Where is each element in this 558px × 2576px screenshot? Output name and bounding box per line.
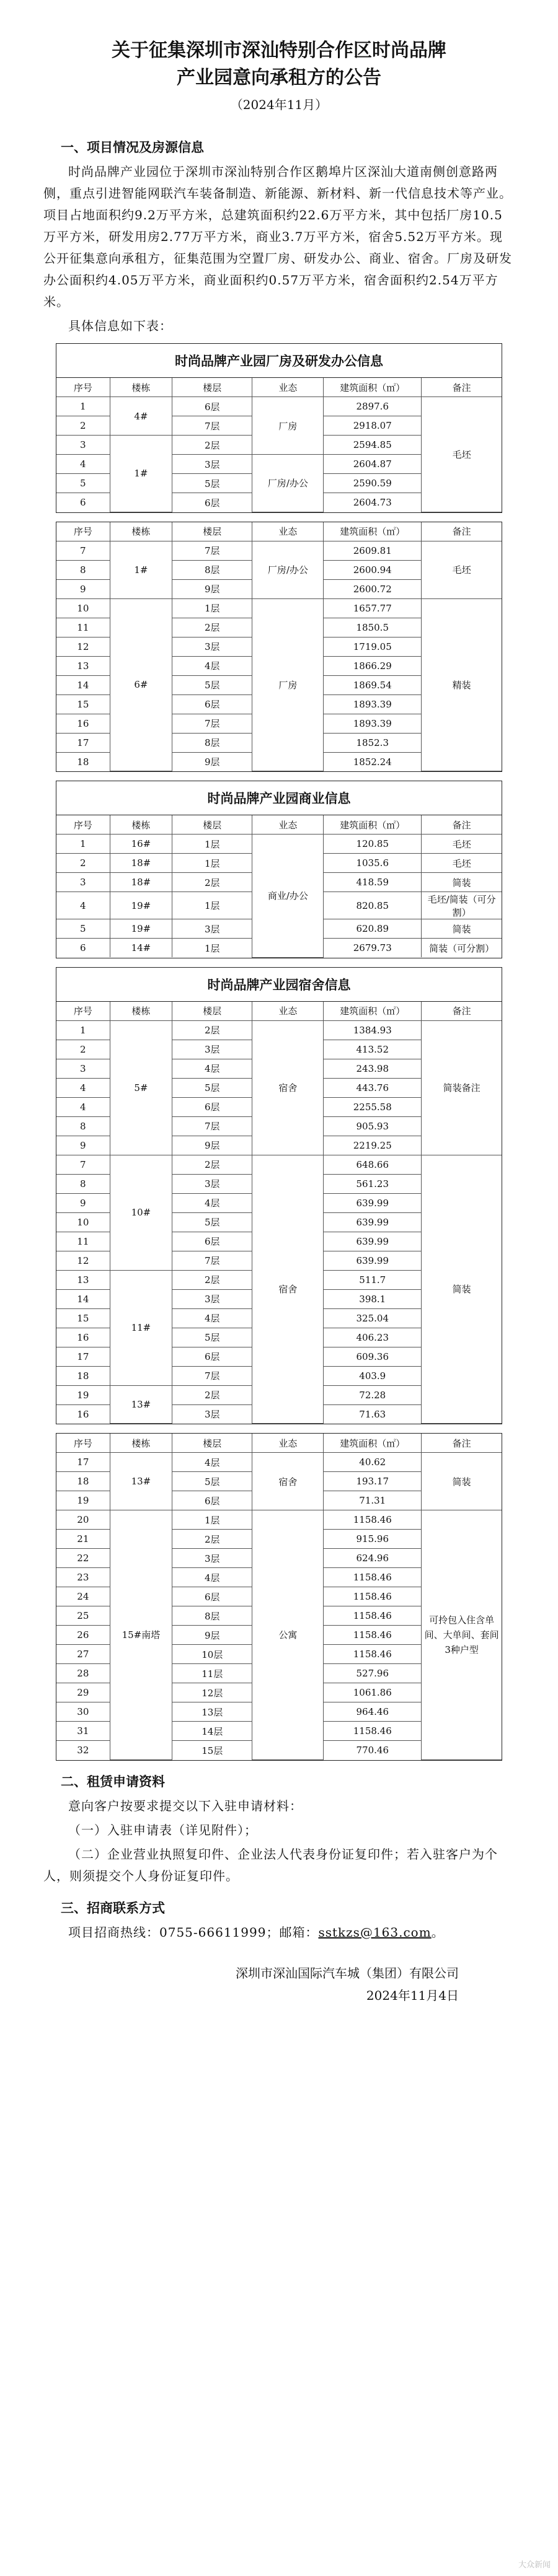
table-header-row [56, 1002, 502, 1021]
cell: 14 [56, 675, 110, 694]
cell: 4层 [172, 1308, 252, 1328]
factory-office-table-part-a [56, 378, 502, 512]
cell: 厂房/办公 [252, 455, 324, 512]
table-row [56, 1155, 502, 1174]
cell: 5 [56, 474, 110, 493]
cell: 13# [110, 1385, 172, 1424]
cell: 15层 [172, 1741, 252, 1760]
cell: 1层 [172, 835, 252, 854]
cell: 13# [110, 1453, 172, 1510]
cell: 2 [56, 416, 110, 436]
cell: 5# [110, 1020, 172, 1155]
cell: 2609.81 [324, 541, 422, 560]
cell: 2600.72 [324, 579, 422, 598]
cell: 1# [110, 436, 172, 512]
cell: 6 [56, 939, 110, 958]
cell: 18 [56, 1366, 110, 1385]
cell: 2层 [172, 436, 252, 455]
cell: 毛坯 [422, 541, 502, 598]
cell: 3层 [172, 919, 252, 939]
cell: 厂房 [252, 397, 324, 455]
cell: 12 [56, 1251, 110, 1270]
cell: 1 [56, 1020, 110, 1040]
cell: 2679.73 [324, 939, 422, 958]
cell: 4 [56, 1097, 110, 1116]
cell: 4 [56, 1078, 110, 1097]
dormitory-table-continued [56, 1433, 502, 1761]
header-cell: 楼栋 [110, 522, 172, 541]
contact-hotline: 项目招商热线：0755-66611999；邮箱： [68, 1924, 319, 1940]
cell: 6 [56, 493, 110, 512]
cell: 2层 [172, 1155, 252, 1174]
section-2-item-2: （二）企业营业执照复印件、企业法人代表身份证复印件；若入驻客户为个人，则须提交个人身份证复印件。 [43, 1846, 498, 1883]
cell: 19 [56, 1385, 110, 1404]
cell: 11 [56, 1232, 110, 1251]
cell: 1852.3 [324, 733, 422, 752]
header-cell: 业态 [252, 815, 324, 835]
cell: 1158.46 [324, 1510, 422, 1530]
cell: 1657.77 [324, 598, 422, 618]
cell: 19# [110, 919, 172, 939]
cell: 2层 [172, 873, 252, 892]
cell: 9 [56, 1136, 110, 1155]
cell: 1层 [172, 892, 252, 919]
factory-office-table-part-b [56, 522, 502, 772]
cell: 413.52 [324, 1040, 422, 1059]
table-header-row [56, 522, 502, 541]
cell: 71.31 [324, 1491, 422, 1510]
date-subtitle: （2024年11月） [230, 97, 328, 112]
cell: 简装 [422, 1155, 502, 1424]
cell: 16 [56, 714, 110, 733]
header-cell: 序号 [56, 1434, 110, 1453]
table-row [56, 835, 502, 854]
cell: 2594.85 [324, 436, 422, 455]
header-cell: 楼栋 [110, 1002, 172, 1021]
cell: 10层 [172, 1645, 252, 1664]
cell: 3 [56, 873, 110, 892]
header-cell: 业态 [252, 1002, 324, 1021]
cell: 厂房 [252, 598, 324, 771]
cell: 1850.5 [324, 618, 422, 637]
header-cell: 楼栋 [110, 378, 172, 397]
header-cell: 楼层 [172, 1434, 252, 1453]
cell: 6层 [172, 1347, 252, 1366]
contact-suffix: 。 [431, 1924, 445, 1940]
cell: 4 [56, 892, 110, 919]
cell: 简装 [422, 919, 502, 939]
cell: 22 [56, 1549, 110, 1568]
cell: 商业/办公 [252, 835, 324, 958]
cell: 8 [56, 1174, 110, 1193]
cell: 10 [56, 1212, 110, 1232]
header-cell: 建筑面积（㎡） [324, 522, 422, 541]
cell: 1158.46 [324, 1568, 422, 1587]
cell: 29 [56, 1683, 110, 1702]
header-cell: 序号 [56, 815, 110, 835]
cell: 8 [56, 560, 110, 579]
header-cell: 建筑面积（㎡） [324, 378, 422, 397]
cell: 14层 [172, 1722, 252, 1741]
cell: 2590.59 [324, 474, 422, 493]
section-3-contact [43, 1922, 515, 1943]
apartment-table-body [56, 1434, 502, 1760]
cell: 18# [110, 873, 172, 892]
cell: 2层 [172, 618, 252, 637]
cell: 3层 [172, 1549, 252, 1568]
cell: 13层 [172, 1702, 252, 1722]
cell: 2层 [172, 1530, 252, 1549]
cell: 6层 [172, 1491, 252, 1510]
cell: 639.99 [324, 1212, 422, 1232]
cell: 1719.05 [324, 637, 422, 656]
cell: 4层 [172, 1568, 252, 1587]
cell: 5层 [172, 1078, 252, 1097]
cell: 1869.54 [324, 675, 422, 694]
dormitory-table-body [56, 1002, 502, 1424]
header-cell: 建筑面积（㎡） [324, 815, 422, 835]
cell: 26 [56, 1626, 110, 1645]
cell: 6层 [172, 397, 252, 416]
table-row [56, 598, 502, 618]
factory-office-table-continued [56, 522, 502, 773]
cell: 8 [56, 1116, 110, 1136]
header-cell: 备注 [422, 1434, 502, 1453]
cell: 1158.46 [324, 1722, 422, 1741]
header-cell: 楼层 [172, 1002, 252, 1021]
cell: 19# [110, 892, 172, 919]
cell: 2600.94 [324, 560, 422, 579]
cell: 6层 [172, 1232, 252, 1251]
cell: 527.96 [324, 1664, 422, 1683]
cell: 3层 [172, 1404, 252, 1424]
cell: 可拎包入住含单间、大单间、套间3种户型 [422, 1510, 502, 1760]
cell: 418.59 [324, 873, 422, 892]
header-cell: 楼层 [172, 815, 252, 835]
cell: 16 [56, 1328, 110, 1347]
cell: 11 [56, 618, 110, 637]
cell: 21 [56, 1530, 110, 1549]
cell: 243.98 [324, 1059, 422, 1078]
table-row [56, 1510, 502, 1530]
cell: 4层 [172, 1059, 252, 1078]
cell: 9层 [172, 1626, 252, 1645]
cell: 16 [56, 1404, 110, 1424]
cell: 9 [56, 1193, 110, 1212]
header-cell: 备注 [422, 815, 502, 835]
cell: 71.63 [324, 1404, 422, 1424]
cell: 1852.24 [324, 752, 422, 771]
cell: 5层 [172, 1212, 252, 1232]
cell: 3层 [172, 1174, 252, 1193]
section-1-heading: 一、项目情况及房源信息 [61, 139, 204, 155]
cell: 193.17 [324, 1472, 422, 1491]
cell: 3层 [172, 455, 252, 474]
page-title [43, 37, 515, 91]
cell: 23 [56, 1568, 110, 1587]
cell: 770.46 [324, 1741, 422, 1760]
cell: 7 [56, 541, 110, 560]
cell: 1# [110, 541, 172, 598]
table-intro: 具体信息如下表： [68, 318, 172, 333]
factory-office-table-title: 时尚品牌产业园厂房及研发办公信息 [56, 344, 502, 378]
cell: 2604.73 [324, 493, 422, 512]
cell: 8层 [172, 733, 252, 752]
header-cell: 建筑面积（㎡） [324, 1002, 422, 1021]
cell: 19 [56, 1491, 110, 1510]
cell: 3层 [172, 637, 252, 656]
cell: 609.36 [324, 1347, 422, 1366]
cell: 24 [56, 1587, 110, 1606]
cell: 简装 [422, 873, 502, 892]
cell: 15#南塔 [110, 1510, 172, 1760]
commercial-table-title: 时尚品牌产业园商业信息 [56, 781, 502, 815]
cell: 20 [56, 1510, 110, 1530]
cell: 15 [56, 1308, 110, 1328]
header-cell: 业态 [252, 378, 324, 397]
cell: 325.04 [324, 1308, 422, 1328]
cell: 639.99 [324, 1232, 422, 1251]
cell: 简装备注 [422, 1020, 502, 1155]
cell: 1158.46 [324, 1626, 422, 1645]
cell: 6层 [172, 1097, 252, 1116]
cell: 公寓 [252, 1510, 324, 1760]
cell: 905.93 [324, 1116, 422, 1136]
table-row [56, 541, 502, 560]
cell: 1层 [172, 1510, 252, 1530]
table-row [56, 1020, 502, 1040]
cell: 964.46 [324, 1702, 422, 1722]
section-1-paragraph: 时尚品牌产业园位于深圳市深汕特别合作区鹅埠片区深汕大道南侧创意路两侧，重点引进智能网联汽车装备制造、新能源、新材料、新一代信息技术等产业。项目占地面积约9.2万平方米，总建筑面积约22.6万平方米，其中包括厂房10.5万平方米，研发用房2.77万平方米，商业3.7万平方米，宿舍5.52万平方米。现公开征集意向承租方，征集范围为空置厂房、研发办公、商业、宿舍。厂房及研发办公面积约4.05万平方米，商业面积约0.57万平方米，宿舍面积约2.54万平方米。 [43, 164, 512, 309]
cell: 6层 [172, 1587, 252, 1606]
cell: 3层 [172, 1289, 252, 1308]
table-header-row [56, 378, 502, 397]
cell: 宿舍 [252, 1453, 324, 1510]
cell: 4# [110, 397, 172, 436]
cell: 7层 [172, 1116, 252, 1136]
cell: 1层 [172, 598, 252, 618]
watermark: 大众新闻 [518, 2561, 551, 2570]
footer-organization: 深圳市深汕国际汽车城（集团）有限公司 [236, 1965, 459, 1981]
cell: 厂房/办公 [252, 541, 324, 598]
cell: 2层 [172, 1270, 252, 1289]
cell: 27 [56, 1645, 110, 1664]
cell: 403.9 [324, 1366, 422, 1385]
cell: 13 [56, 656, 110, 675]
cell: 915.96 [324, 1530, 422, 1549]
cell: 406.23 [324, 1328, 422, 1347]
cell: 5层 [172, 1328, 252, 1347]
cell: 1158.46 [324, 1587, 422, 1606]
cell: 4层 [172, 1453, 252, 1472]
cell: 18 [56, 1472, 110, 1491]
cell: 30 [56, 1702, 110, 1722]
cell: 511.7 [324, 1270, 422, 1289]
cell: 2918.07 [324, 416, 422, 436]
cell: 12 [56, 637, 110, 656]
cell: 1层 [172, 854, 252, 873]
cell: 10 [56, 598, 110, 618]
cell: 2219.25 [324, 1136, 422, 1155]
cell: 3 [56, 436, 110, 455]
cell: 5层 [172, 675, 252, 694]
title-line-2: 产业园意向承租方的公告 [177, 66, 381, 89]
header-cell: 楼层 [172, 378, 252, 397]
cell: 639.99 [324, 1251, 422, 1270]
cell: 2层 [172, 1020, 252, 1040]
cell: 简装（可分割） [422, 939, 502, 958]
cell: 15 [56, 694, 110, 714]
cell: 5 [56, 919, 110, 939]
cell: 2897.6 [324, 397, 422, 416]
cell: 11# [110, 1270, 172, 1385]
header-cell: 楼层 [172, 522, 252, 541]
cell: 18# [110, 854, 172, 873]
cell: 620.89 [324, 919, 422, 939]
cell: 443.76 [324, 1078, 422, 1097]
title-line-1: 关于征集深圳市深汕特别合作区时尚品牌 [112, 40, 446, 61]
cell: 3 [56, 1059, 110, 1078]
contact-email-link[interactable]: sstkzs@163.com [318, 1924, 432, 1940]
cell: 毛坯 [422, 397, 502, 512]
cell: 8层 [172, 560, 252, 579]
section-2-item-1: （一）入驻申请表（详见附件）； [68, 1822, 257, 1838]
cell: 1061.86 [324, 1683, 422, 1702]
header-cell: 楼栋 [110, 1434, 172, 1453]
cell: 32 [56, 1741, 110, 1760]
cell: 3层 [172, 1040, 252, 1059]
cell: 2255.58 [324, 1097, 422, 1116]
cell: 14 [56, 1289, 110, 1308]
cell: 1 [56, 835, 110, 854]
cell: 25 [56, 1606, 110, 1626]
footer-date: 2024年11月4日 [366, 1987, 459, 2003]
cell: 17 [56, 1453, 110, 1472]
cell: 16# [110, 835, 172, 854]
cell: 宿舍 [252, 1020, 324, 1155]
factory-office-table [56, 343, 502, 513]
cell: 12层 [172, 1683, 252, 1702]
cell: 宿舍 [252, 1155, 324, 1424]
cell: 10# [110, 1155, 172, 1270]
cell: 5层 [172, 1472, 252, 1491]
cell: 1866.29 [324, 656, 422, 675]
cell: 9层 [172, 1136, 252, 1155]
cell: 40.62 [324, 1453, 422, 1472]
cell: 7层 [172, 714, 252, 733]
commercial-table [56, 781, 502, 958]
header-cell: 序号 [56, 522, 110, 541]
header-cell: 建筑面积（㎡） [324, 1434, 422, 1453]
cell: 28 [56, 1664, 110, 1683]
cell: 648.66 [324, 1155, 422, 1174]
header-cell: 业态 [252, 1434, 324, 1453]
table-row [56, 397, 502, 416]
cell: 6# [110, 598, 172, 771]
cell: 7层 [172, 1251, 252, 1270]
cell: 4层 [172, 1193, 252, 1212]
cell: 1158.46 [324, 1606, 422, 1626]
header-cell: 备注 [422, 378, 502, 397]
cell: 简装 [422, 1453, 502, 1510]
table-row [56, 1453, 502, 1472]
cell: 毛坯 [422, 835, 502, 854]
cell: 7层 [172, 1366, 252, 1385]
cell: 2604.87 [324, 455, 422, 474]
cell: 1层 [172, 939, 252, 958]
cell: 639.99 [324, 1193, 422, 1212]
cell: 31 [56, 1722, 110, 1741]
cell: 17 [56, 733, 110, 752]
cell: 9 [56, 579, 110, 598]
cell: 1893.39 [324, 694, 422, 714]
dormitory-table [56, 967, 502, 1425]
cell: 14# [110, 939, 172, 958]
footer-signature [43, 1962, 459, 2007]
header-cell: 业态 [252, 522, 324, 541]
cell: 8层 [172, 1606, 252, 1626]
cell: 120.85 [324, 835, 422, 854]
table-header-row [56, 815, 502, 835]
cell: 2 [56, 1040, 110, 1059]
commercial-table-body [56, 815, 502, 958]
cell: 624.96 [324, 1549, 422, 1568]
cell: 1893.39 [324, 714, 422, 733]
header-cell: 序号 [56, 1002, 110, 1021]
section-2-heading: 二、租赁申请资料 [61, 1773, 165, 1789]
cell: 1384.93 [324, 1020, 422, 1040]
cell: 5层 [172, 474, 252, 493]
section-2-intro: 意向客户按要求提交以下入驻申请材料： [68, 1798, 303, 1813]
cell: 精装 [422, 598, 502, 771]
cell: 7层 [172, 416, 252, 436]
cell: 1035.6 [324, 854, 422, 873]
cell: 398.1 [324, 1289, 422, 1308]
cell: 18 [56, 752, 110, 771]
cell: 7 [56, 1155, 110, 1174]
cell: 820.85 [324, 892, 422, 919]
cell: 4 [56, 455, 110, 474]
cell: 毛坯 [422, 854, 502, 873]
cell: 2 [56, 854, 110, 873]
cell: 1158.46 [324, 1645, 422, 1664]
header-cell: 序号 [56, 378, 110, 397]
cell: 11层 [172, 1664, 252, 1683]
dormitory-table-title: 时尚品牌产业园宿舍信息 [56, 968, 502, 1002]
cell: 2层 [172, 1385, 252, 1404]
cell: 72.28 [324, 1385, 422, 1404]
cell: 13 [56, 1270, 110, 1289]
cell: 7层 [172, 541, 252, 560]
cell: 6层 [172, 694, 252, 714]
section-3-heading: 三、招商联系方式 [61, 1899, 165, 1916]
header-cell: 楼栋 [110, 815, 172, 835]
header-cell: 备注 [422, 1002, 502, 1021]
table-header-row [56, 1434, 502, 1453]
header-cell: 备注 [422, 522, 502, 541]
cell: 561.23 [324, 1174, 422, 1193]
cell: 9层 [172, 752, 252, 771]
cell: 6层 [172, 493, 252, 512]
cell: 1 [56, 397, 110, 416]
cell: 毛坯/简装（可分割） [422, 892, 502, 919]
cell: 4层 [172, 656, 252, 675]
cell: 17 [56, 1347, 110, 1366]
cell: 9层 [172, 579, 252, 598]
